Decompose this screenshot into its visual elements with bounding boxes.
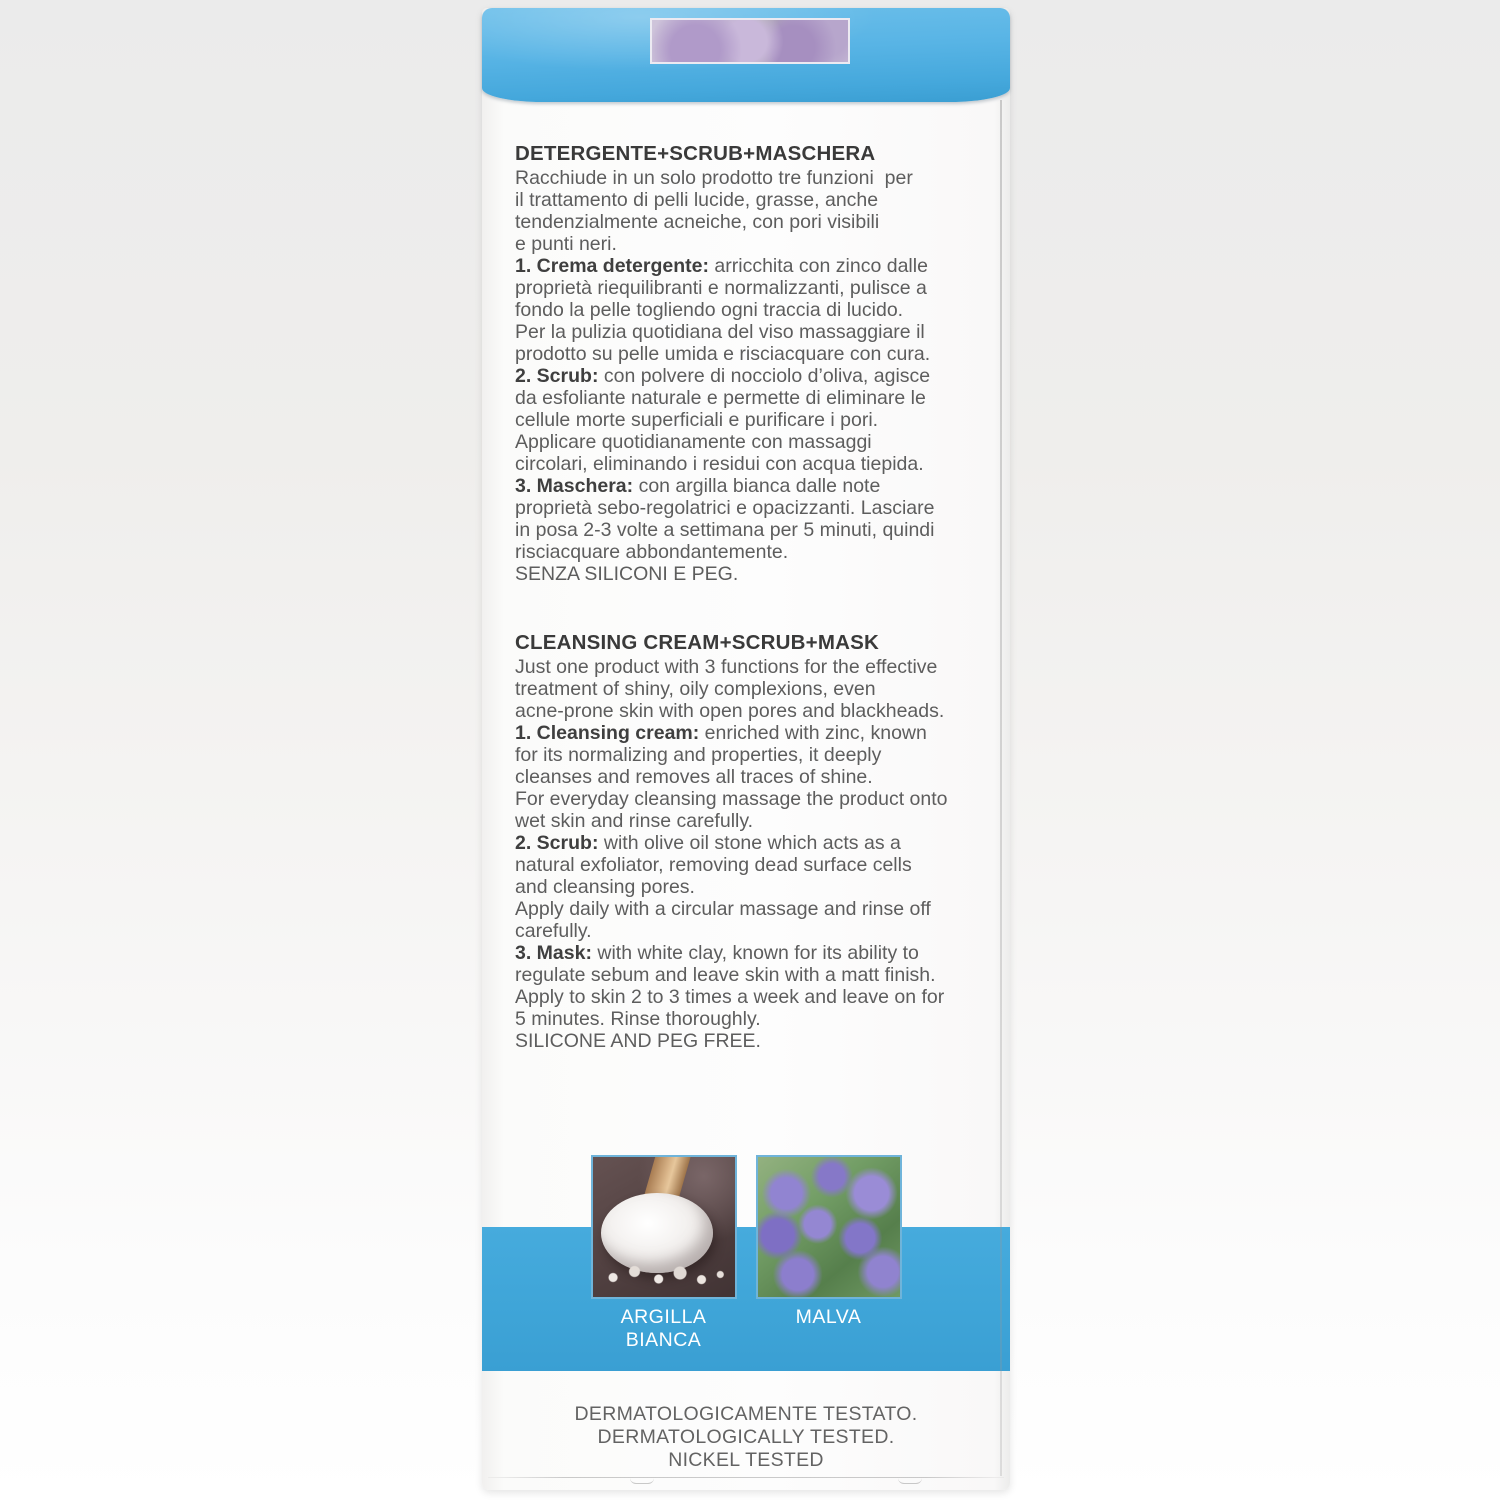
text-line: DERMATOLOGICAMENTE TESTATO. (574, 1403, 918, 1425)
text-line: 5 minutes. Rinse thoroughly. (515, 1008, 761, 1030)
text-line: 2. Scrub: con polvere di nocciolo d’oliva, agisce (515, 365, 931, 387)
bold-lead: 3. Maschera: (515, 475, 634, 497)
text-line: circolari, eliminando i residui con acqua tiepida. (515, 453, 924, 475)
text-line: fondo la pelle togliendo ogni traccia di lucido. (515, 299, 904, 321)
italian-section-title: DETERGENTE+SCRUB+MASCHERA (515, 142, 876, 165)
text-line: ARGILLA (620, 1306, 707, 1328)
text-line: 1. Crema detergente: arricchita con zinco dalle (515, 255, 928, 277)
box-lid-top (482, 8, 1010, 102)
text-line: Racchiude in un solo prodotto tre funzioni per (515, 167, 913, 189)
italian-section (515, 141, 985, 585)
text-line: in posa 2-3 volte a settimana per 5 minuti, quindi (515, 519, 935, 541)
powder-scatter-shape (597, 1261, 731, 1291)
lid-flower-image (650, 18, 850, 64)
bold-lead: 1. Crema detergente: (515, 255, 709, 277)
text-line: 1. Cleansing cream: enriched with zinc, known (515, 722, 927, 744)
bold-lead: 2. Scrub: (515, 832, 599, 854)
bold-lead: 3. Mask: (515, 942, 592, 964)
footer-tested-text (482, 1403, 1010, 1472)
white-clay-label (621, 1306, 707, 1352)
bold-lead: 2. Scrub: (515, 365, 599, 387)
text-line: NICKEL TESTED (668, 1449, 824, 1471)
mallow-flowers-photo (756, 1155, 902, 1299)
text-line: risciacquare abbondantemente. (515, 541, 789, 563)
ingredient-white-clay (591, 1155, 737, 1352)
box-text-column (515, 141, 985, 1052)
text-line: 2. Scrub: with olive oil stone which acts as a (515, 832, 901, 854)
malva-label (796, 1306, 862, 1329)
text-line: wet skin and rinse carefully. (515, 810, 754, 832)
text-line: Applicare quotidianamente con massaggi (515, 431, 872, 453)
text-line: regulate sebum and leave skin with a matt finish. (515, 964, 936, 986)
text-line: cellule morte superficiali e purificare i pori. (515, 409, 879, 431)
text-line: natural exfoliator, removing dead surface cells (515, 854, 912, 876)
text-line: proprietà riequilibranti e normalizzanti, pulisce a (515, 277, 927, 299)
white-clay-photo (591, 1155, 737, 1299)
text-line: Apply to skin 2 to 3 times a week and leave on for (515, 986, 945, 1008)
bold-lead: 1. Cleansing cream: (515, 722, 700, 744)
text-line: carefully. (515, 920, 592, 942)
flap-notch-right (898, 1475, 922, 1484)
text-line: 3. Maschera: con argilla bianca dalle note (515, 475, 881, 497)
text-line: cleanses and removes all traces of shine. (515, 766, 873, 788)
text-line: Per la pulizia quotidiana del viso massaggiare il (515, 321, 925, 343)
text-line: MALVA (795, 1306, 862, 1328)
text-line: and cleansing pores. (515, 876, 695, 898)
flap-notch-left (630, 1475, 654, 1484)
text-line: il trattamento di pelli lucide, grasse, anche (515, 189, 879, 211)
text-line: e punti neri. (515, 233, 617, 255)
text-line: proprietà sebo-regolatrici e opacizzanti. Lasciare (515, 497, 935, 519)
text-line: For everyday cleansing massage the product onto (515, 788, 948, 810)
english-section (515, 630, 985, 1052)
text-line: treatment of shiny, oily complexions, even (515, 678, 876, 700)
text-line: acne-prone skin with open pores and blackheads. (515, 700, 945, 722)
text-line: SENZA SILICONI E PEG. (515, 563, 739, 585)
english-section-title: CLEANSING CREAM+SCRUB+MASK (515, 631, 879, 654)
text-line: Apply daily with a circular massage and rinse off (515, 898, 931, 920)
product-box-back-panel (482, 8, 1010, 1490)
text-line: da esfoliante naturale e permette di eliminare le (515, 387, 926, 409)
text-line: BIANCA (625, 1329, 702, 1351)
text-line: prodotto su pelle umida e risciacquare con cura. (515, 343, 931, 365)
text-line: for its normalizing and properties, it deeply (515, 744, 882, 766)
bottom-flap-crease (488, 1477, 1004, 1478)
text-line: 3. Mask: with white clay, known for its ability to (515, 942, 919, 964)
ingredient-malva (756, 1155, 902, 1352)
text-line: Just one product with 3 functions for the effective (515, 656, 938, 678)
english-section-body (515, 656, 985, 1052)
text-line: tendenzialmente acneiche, con pori visibili (515, 211, 880, 233)
ingredient-photos-row (482, 1155, 1010, 1352)
italian-section-body (515, 167, 985, 585)
text-line: SILICONE AND PEG FREE. (515, 1030, 761, 1052)
text-line: DERMATOLOGICALLY TESTED. (597, 1426, 895, 1448)
